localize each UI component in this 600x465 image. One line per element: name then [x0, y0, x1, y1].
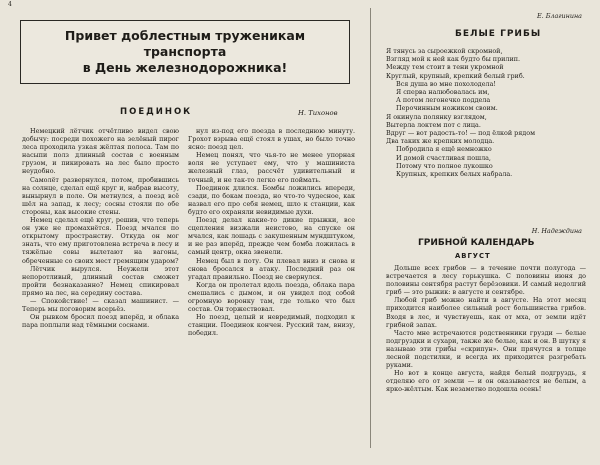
calendar-paragraph: Часто мне встречаются родственники грузди — белые подгруздки и сухари, также же белые, как и он. В шутку я называю эти грибы «скрипун». Они прячутся в толще лесной подстилки, и всегда их приходится разгребать руками. — [386, 328, 586, 370]
banner-line-1: Привет доблестным труженикам транспорта — [64, 28, 306, 59]
story-column-2 — [188, 127, 355, 457]
calendar-paragraph: Дольше всех грибов — в течение почти полугода — встречается в лесу горькушка. С половины июня до половины сентября растут берёзовики. И самый недолгий гриб — это рыжик: в августе и сентябре. — [386, 264, 586, 297]
story-paragraph: Но поезд, целый и невредимый, подходил к станции. Поединок кончен. Русский там, внизу, победил. — [188, 313, 355, 338]
story-paragraph: Немец был в поту. Он плевал вниз и снова и снова бросался в атаку. Последний раз он угадал правильно. Поезд не свернулся. — [188, 256, 355, 281]
story-paragraph: Поединок длился. Бомбы ложились впереди, сзади, по бокам поезда, но что-то чудесное, как назвал его про себя немец, шло к станции, как будто его охраняли невидимые духи. — [188, 183, 355, 216]
poem-line: Потому что полное лукошко — [396, 161, 493, 170]
banner-line-2: в День железнодорожника! — [82, 60, 288, 75]
poem-line: Крупных, крепких белых набрала. — [396, 170, 513, 179]
poem-text — [386, 47, 586, 178]
poem-title: БЕЛЫЕ ГРИБЫ — [455, 29, 542, 39]
page-mark: 4 — [8, 1, 12, 8]
poem-line: Я тянусь за сыроежкой скромной, — [386, 47, 503, 55]
story-column-1 — [22, 127, 179, 457]
poem-author: Е. Благинина — [537, 12, 582, 20]
poem-line: Побродила я ещё немножко — [396, 145, 492, 154]
story-paragraph: Самолёт развернулся, потом, пробившись на солнце, сделал ещё круг и, набрав высоту, вынырнул в поле. Он метнулся, а поезд всё шёл на запад, к лесу; сосны стояли по обе стороны, как высокие стены. — [22, 175, 179, 216]
poem-line: Взгляд мой к ней как будто бы прилип. — [386, 55, 521, 64]
column-divider — [370, 8, 371, 448]
story-paragraph: Немец понял, что чья-то не менее упорная воля не уступает ему, что у машиниста железный глаз, рассчёт удивительный и точный, и не так-то легко его поймать. — [188, 151, 355, 184]
story-paragraph: Когда он пролетал вдоль поезда, облака пара смешались с дымом, и он увидел под собой огромную воронку там, где только что был состав. Он торжествовал. — [188, 280, 355, 314]
poem-line: Я сперва налюбовалась им, — [396, 88, 490, 97]
poem-line: А потом легонечко поддела — [396, 96, 491, 105]
poem-line: Вся душа во мне похолодела! — [396, 79, 496, 88]
story-paragraph: Поезд делал какие-то дикие прыжки, все сцепления визжали неистово, на спуске он мчался, как лошадь с закушенным мундштуком, и не раз вперёд, прежде чем бомба ложилась в самый центр, окна звенели. — [188, 216, 355, 257]
banner-text — [21, 28, 349, 76]
story-paragraph: — Спокойствие! — сказал машинист. — Теперь мы поговорим всерьёз. — [22, 296, 179, 314]
story-paragraph: Немецкий лётчик отчётливо видел свою добычу: посреди похожего на зелёный пирог леса проходила узкая жёлтая полоса. Там по насыпи полз длинный состав с военным грузом, и пикировать на лес было просто неудобно. — [22, 127, 179, 176]
poem-line: Перочинным ножиком своим. — [396, 104, 498, 113]
story-paragraph: Он рывком бросил поезд вперёд, и облака пара поплыли над тёмными соснами. — [22, 313, 179, 330]
calendar-month: АВГУСТ — [455, 252, 491, 260]
holiday-greeting-banner — [20, 20, 350, 84]
poem-line: Два таких же крепких молодца. — [386, 137, 495, 146]
calendar-paragraph: Но вот в конце августа, найдя белый подгруздь, я отделяю его от земли — и он оказывается не белым, а ярко-жёлтым. Как незаметно подошла осень! — [386, 369, 586, 394]
story-paragraph: Немец сделал ещё круг, решив, что теперь он уже не промахнётся. Поезд мчался по открытому пространству. Откуда он мог знать, что ему приготовлена встреча в лесу и тяжёлые совы вылетают на вагоны, обреченные со своих мест гремящим ударом? — [22, 216, 179, 265]
poem-line: Между тем стоит в тени укромной — [386, 63, 504, 72]
calendar-paragraph: Любой гриб можно найти в августе. На этот месяц приходится наиболее сильный рост большинства грибов. Входя в лес, и чувствуешь, как от мха, от земли идёт грибной запах. — [386, 296, 586, 329]
calendar-author: Н. Надеждина — [531, 227, 582, 235]
poem-line: Я окинула полянку взглядом, — [386, 112, 487, 121]
story-title: ПОЕДИНОК — [120, 107, 193, 117]
story-paragraph: нул из-под его поезда в последнюю минуту. Грохот взрыва ещё стоял в ушах, но было точно ясно: поезд цел. — [188, 127, 355, 152]
story-paragraph: Лётчик вырулся. Неужели этот непоротливый, длинный состав сможет пройти безнаказанно? Немец спикировал прямо на лес, на середину состава. — [22, 264, 179, 297]
poem-line: Вдруг — вот радость-то! — под ёлкой рядом — [386, 129, 536, 138]
story-author: Н. Тихонов — [298, 109, 338, 117]
poem-line: Вытерла локтем пот с лица. — [386, 120, 481, 129]
calendar-text — [386, 264, 586, 459]
calendar-title: ГРИБНОЙ КАЛЕНДАРЬ — [418, 238, 535, 248]
poem-line: И домой счастливая пошла, — [396, 153, 491, 162]
poem-line: Круглый, крупный, крепкий белый гриб. — [386, 71, 525, 80]
